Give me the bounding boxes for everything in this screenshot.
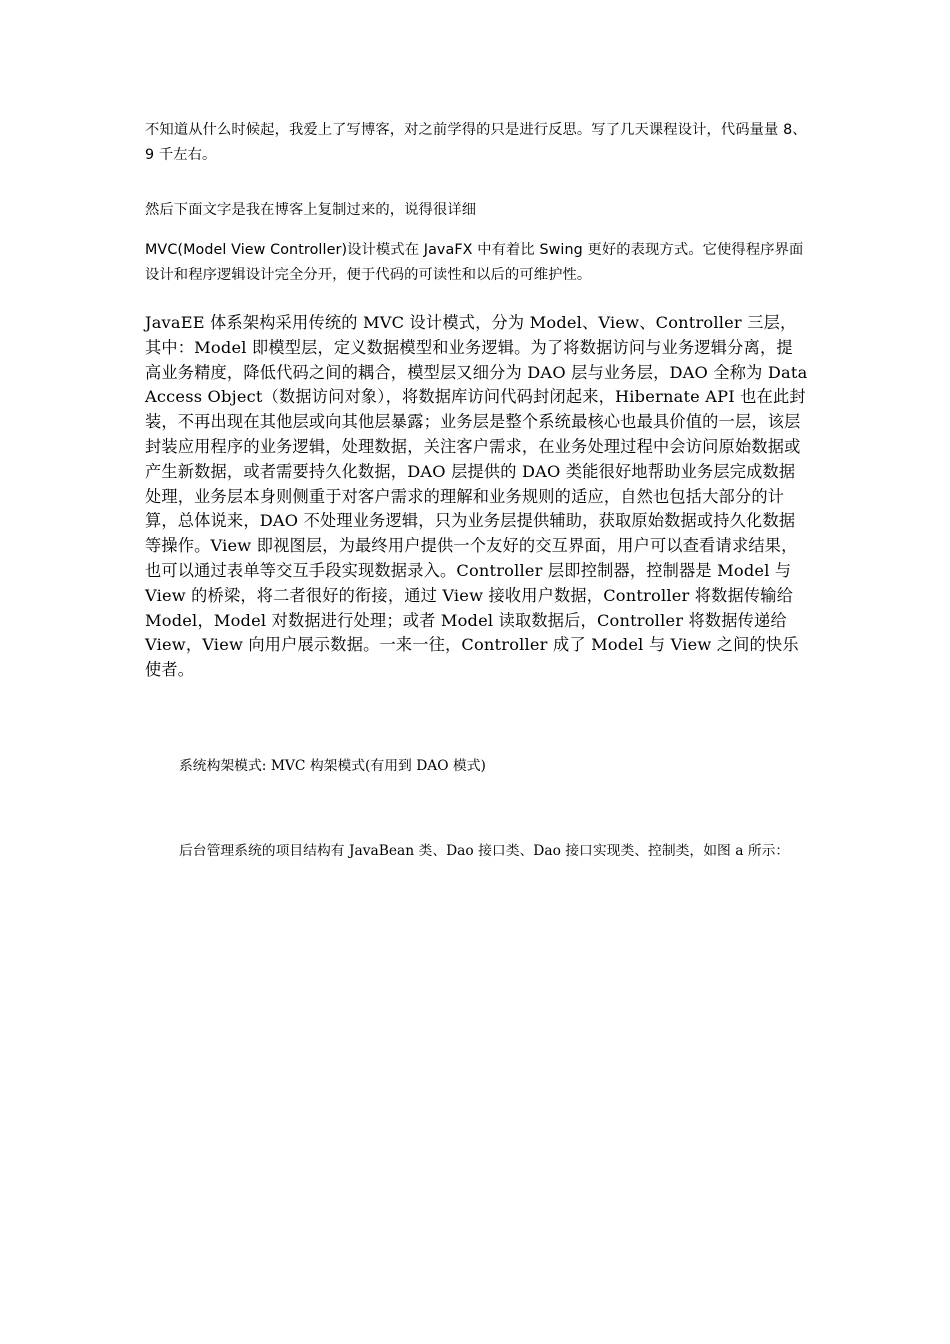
intro-paragraph: 不知道从什么时候起，我爱上了写博客，对之前学得的只是进行反思。写了几天课程设计，代码量量 8、9 千左右。: [145, 122, 807, 163]
system-architecture-line: 系统构架模式: MVC 构架模式(有用到 DAO 模式): [179, 758, 486, 774]
mvc-javafx-paragraph: MVC(Model View Controller)设计模式在 JavaFX 中有着比 Swing 更好的表现方式。它使得程序界面设计和程序逻辑设计完全分开，便于代码的可读性和以后的可维护性。: [145, 242, 804, 283]
copied-note-paragraph: 然后下面文字是我在博客上复制过来的，说得很详细: [145, 202, 477, 218]
project-structure-paragraph: 后台管理系统的项目结构有 JavaBean 类、Dao 接口类、Dao 接口实现类、控制类，如图 a 所示：: [179, 843, 790, 859]
javaee-architecture-paragraph: JavaEE 体系架构采用传统的 MVC 设计模式，分为 Model、View、Controller 三层，其中：Model 即模型层，定义数据模型和业务逻辑。为了将数据访问与业务逻辑分离，提高业务精度，降低代码之间的耦合，模型层又细分为 DAO 层与业务层，DAO 全称为 Data Access Object（数据访问对象），将数据库访问代码封闭起来，Hibernate API 也在此封装，不再出现在其他层或向其他层暴露；业务层是整个系统最核心也最具价值的一层，该层封装应用程序的业务逻辑，处理数据，关注客户需求，在业务处理过程中会访问原始数据或产生新数据，或者需要持久化数据，DAO 层提供的 DAO 类能很好地帮助业务层完成数据处理，业务层本身则侧重于对客户需求的理解和业务规则的适应，自然也包括大部分的计算，总体说来，DAO 不处理业务逻辑，只为业务层提供辅助，获取原始数据或持久化数据等操作。View 即视图层，为最终用户提供一个友好的交互界面，用户可以查看请求结果，也可以通过表单等交互手段实现数据录入。Controller 层即控制器，控制器是 Model 与 View 的桥梁，将二者很好的衔接，通过 View 接收用户数据，Controller 将数据传输给 Model，Model 对数据进行处理；或者 Model 读取数据后，Controller 将数据传递给 View，View 向用户展示数据。一来一往，Controller 成了 Model 与 View 之间的快乐使者。: [145, 313, 808, 680]
